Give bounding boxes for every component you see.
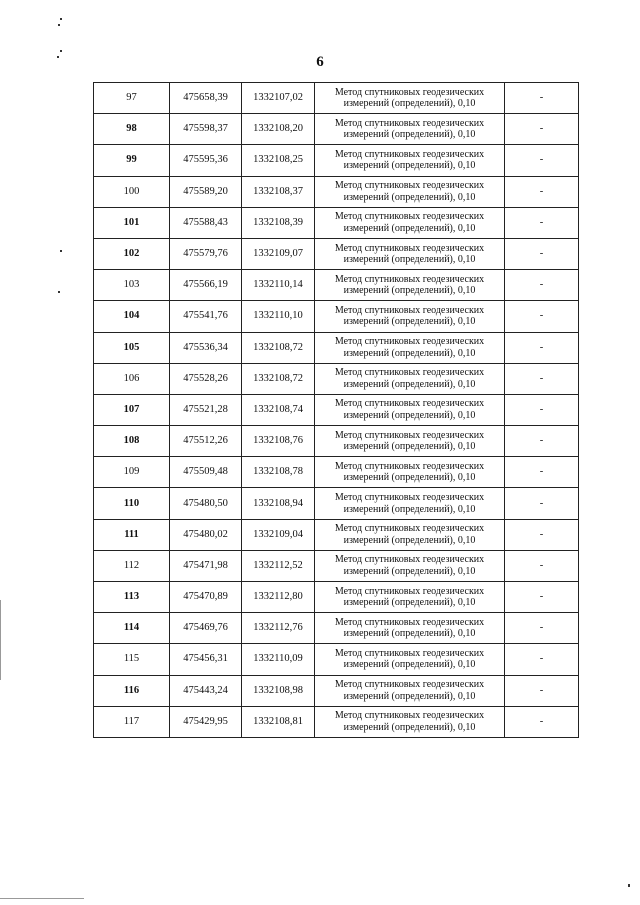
- table-row: [94, 488, 579, 519]
- table-row: [94, 613, 579, 644]
- point-number-cell: 113: [94, 582, 170, 613]
- y-coordinate-cell: 1332110,09: [242, 644, 315, 675]
- empty-description-cell: -: [505, 83, 579, 114]
- empty-description-cell: -: [505, 488, 579, 519]
- empty-description-cell: -: [505, 363, 579, 394]
- y-coordinate-cell: 1332110,10: [242, 301, 315, 332]
- point-number-cell: 109: [94, 457, 170, 488]
- empty-description-cell: -: [505, 457, 579, 488]
- x-coordinate-cell: 475456,31: [170, 644, 242, 675]
- method-cell: [315, 582, 505, 613]
- method-cell: [315, 675, 505, 706]
- point-number-cell: 115: [94, 644, 170, 675]
- method-cell: [315, 457, 505, 488]
- scan-speck: [628, 884, 630, 887]
- y-coordinate-cell: 1332108,78: [242, 457, 315, 488]
- y-coordinate-cell: 1332109,04: [242, 519, 315, 550]
- table-row: [94, 301, 579, 332]
- scan-speck: [60, 250, 62, 252]
- method-line-2: измерений (определений), 0,10: [343, 441, 476, 453]
- method-line-1: Метод спутниковых геодезических: [334, 710, 485, 722]
- point-number-cell: 107: [94, 394, 170, 425]
- empty-description-cell: -: [505, 582, 579, 613]
- table-row: [94, 426, 579, 457]
- method-line-1: Метод спутниковых геодезических: [334, 398, 485, 410]
- method-line-2: измерений (определений), 0,10: [343, 534, 476, 546]
- table-row: [94, 176, 579, 207]
- point-number-cell: 116: [94, 675, 170, 706]
- method-line-1: Метод спутниковых геодезических: [334, 367, 485, 379]
- table-row: [94, 644, 579, 675]
- x-coordinate-cell: 475536,34: [170, 332, 242, 363]
- method-line-2: измерений (определений), 0,10: [343, 98, 476, 110]
- y-coordinate-cell: 1332108,74: [242, 394, 315, 425]
- method-line-1: Метод спутниковых геодезических: [334, 242, 485, 254]
- empty-description-cell: -: [505, 519, 579, 550]
- table-row: [94, 457, 579, 488]
- x-coordinate-cell: 475443,24: [170, 675, 242, 706]
- y-coordinate-cell: 1332108,72: [242, 363, 315, 394]
- method-line-2: измерений (определений), 0,10: [343, 409, 476, 421]
- y-coordinate-cell: 1332108,76: [242, 426, 315, 457]
- method-line-2: измерений (определений), 0,10: [343, 659, 476, 671]
- x-coordinate-cell: 475598,37: [170, 114, 242, 145]
- method-cell: [315, 301, 505, 332]
- method-line-1: Метод спутниковых геодезических: [334, 336, 485, 348]
- method-cell: [315, 114, 505, 145]
- method-line-2: измерений (определений), 0,10: [343, 316, 476, 328]
- y-coordinate-cell: 1332112,52: [242, 550, 315, 581]
- empty-description-cell: -: [505, 176, 579, 207]
- empty-description-cell: -: [505, 644, 579, 675]
- empty-description-cell: -: [505, 207, 579, 238]
- y-coordinate-cell: 1332108,37: [242, 176, 315, 207]
- method-cell: [315, 613, 505, 644]
- point-number-cell: 108: [94, 426, 170, 457]
- table-row: [94, 145, 579, 176]
- x-coordinate-cell: 475429,95: [170, 706, 242, 737]
- method-line-1: Метод спутниковых геодезических: [334, 460, 485, 472]
- point-number-cell: 111: [94, 519, 170, 550]
- method-cell: [315, 270, 505, 301]
- method-cell: [315, 238, 505, 269]
- y-coordinate-cell: 1332108,25: [242, 145, 315, 176]
- method-cell: [315, 706, 505, 737]
- x-coordinate-cell: 475512,26: [170, 426, 242, 457]
- x-coordinate-cell: 475566,19: [170, 270, 242, 301]
- scan-edge-line: [0, 898, 84, 899]
- table-row: [94, 363, 579, 394]
- table-row: [94, 114, 579, 145]
- empty-description-cell: -: [505, 332, 579, 363]
- x-coordinate-cell: 475579,76: [170, 238, 242, 269]
- method-line-2: измерений (определений), 0,10: [343, 472, 476, 484]
- method-line-1: Метод спутниковых геодезических: [334, 211, 485, 223]
- method-line-1: Метод спутниковых геодезических: [334, 585, 485, 597]
- method-line-1: Метод спутниковых геодезических: [334, 148, 485, 160]
- method-line-2: измерений (определений), 0,10: [343, 378, 476, 390]
- empty-description-cell: -: [505, 550, 579, 581]
- point-number-cell: 102: [94, 238, 170, 269]
- method-line-1: Метод спутниковых геодезических: [334, 554, 485, 566]
- empty-description-cell: -: [505, 301, 579, 332]
- y-coordinate-cell: 1332112,80: [242, 582, 315, 613]
- method-line-1: Метод спутниковых геодезических: [334, 429, 485, 441]
- point-number-cell: 100: [94, 176, 170, 207]
- y-coordinate-cell: 1332112,76: [242, 613, 315, 644]
- point-number-cell: 105: [94, 332, 170, 363]
- table-row: [94, 550, 579, 581]
- point-number-cell: 117: [94, 706, 170, 737]
- method-line-1: Метод спутниковых геодезических: [334, 180, 485, 192]
- method-cell: [315, 83, 505, 114]
- table-row: [94, 582, 579, 613]
- method-line-2: измерений (определений), 0,10: [343, 721, 476, 733]
- method-line-1: Метод спутниковых геодезических: [334, 117, 485, 129]
- method-line-1: Метод спутниковых геодезических: [334, 523, 485, 535]
- method-line-2: измерений (определений), 0,10: [343, 191, 476, 203]
- method-line-2: измерений (определений), 0,10: [343, 565, 476, 577]
- empty-description-cell: -: [505, 270, 579, 301]
- point-number-cell: 103: [94, 270, 170, 301]
- method-cell: [315, 488, 505, 519]
- table-row: [94, 332, 579, 363]
- method-line-2: измерений (определений), 0,10: [343, 160, 476, 172]
- x-coordinate-cell: 475658,39: [170, 83, 242, 114]
- method-line-1: Метод спутниковых геодезических: [334, 616, 485, 628]
- y-coordinate-cell: 1332108,72: [242, 332, 315, 363]
- point-number-cell: 99: [94, 145, 170, 176]
- method-line-2: измерений (определений), 0,10: [343, 597, 476, 609]
- method-line-1: Метод спутниковых геодезических: [334, 273, 485, 285]
- x-coordinate-cell: 475589,20: [170, 176, 242, 207]
- method-cell: [315, 550, 505, 581]
- table-row: [94, 83, 579, 114]
- x-coordinate-cell: 475480,02: [170, 519, 242, 550]
- method-line-2: измерений (определений), 0,10: [343, 628, 476, 640]
- x-coordinate-cell: 475471,98: [170, 550, 242, 581]
- empty-description-cell: -: [505, 114, 579, 145]
- coordinates-table-body: [94, 83, 579, 738]
- x-coordinate-cell: 475470,89: [170, 582, 242, 613]
- table-row: [94, 675, 579, 706]
- page-number: 6: [316, 54, 324, 70]
- method-line-1: Метод спутниковых геодезических: [334, 492, 485, 504]
- method-line-1: Метод спутниковых геодезических: [334, 304, 485, 316]
- empty-description-cell: -: [505, 426, 579, 457]
- method-line-2: измерений (определений), 0,10: [343, 129, 476, 141]
- point-number-cell: 110: [94, 488, 170, 519]
- y-coordinate-cell: 1332109,07: [242, 238, 315, 269]
- y-coordinate-cell: 1332108,81: [242, 706, 315, 737]
- empty-description-cell: -: [505, 613, 579, 644]
- method-cell: [315, 519, 505, 550]
- empty-description-cell: -: [505, 706, 579, 737]
- point-number-cell: 97: [94, 83, 170, 114]
- method-line-1: Метод спутниковых геодезических: [334, 647, 485, 659]
- x-coordinate-cell: 475509,48: [170, 457, 242, 488]
- scan-speck: [60, 18, 62, 20]
- method-cell: [315, 176, 505, 207]
- method-cell: [315, 644, 505, 675]
- coordinates-table: [93, 82, 579, 738]
- method-line-2: измерений (определений), 0,10: [343, 285, 476, 297]
- y-coordinate-cell: 1332108,98: [242, 675, 315, 706]
- point-number-cell: 106: [94, 363, 170, 394]
- method-line-2: измерений (определений), 0,10: [343, 254, 476, 266]
- empty-description-cell: -: [505, 394, 579, 425]
- y-coordinate-cell: 1332107,02: [242, 83, 315, 114]
- x-coordinate-cell: 475528,26: [170, 363, 242, 394]
- scan-speck: [58, 24, 60, 26]
- point-number-cell: 101: [94, 207, 170, 238]
- empty-description-cell: -: [505, 675, 579, 706]
- point-number-cell: 114: [94, 613, 170, 644]
- method-line-2: измерений (определений), 0,10: [343, 347, 476, 359]
- x-coordinate-cell: 475469,76: [170, 613, 242, 644]
- scan-edge-line: [0, 600, 1, 680]
- table-row: [94, 706, 579, 737]
- method-cell: [315, 332, 505, 363]
- y-coordinate-cell: 1332110,14: [242, 270, 315, 301]
- x-coordinate-cell: 475595,36: [170, 145, 242, 176]
- table-row: [94, 238, 579, 269]
- x-coordinate-cell: 475480,50: [170, 488, 242, 519]
- scan-speck: [58, 291, 60, 293]
- y-coordinate-cell: 1332108,20: [242, 114, 315, 145]
- x-coordinate-cell: 475521,28: [170, 394, 242, 425]
- x-coordinate-cell: 475588,43: [170, 207, 242, 238]
- method-line-1: Метод спутниковых геодезических: [334, 679, 485, 691]
- method-cell: [315, 145, 505, 176]
- table-row: [94, 270, 579, 301]
- method-cell: [315, 394, 505, 425]
- method-line-2: измерений (определений), 0,10: [343, 222, 476, 234]
- y-coordinate-cell: 1332108,94: [242, 488, 315, 519]
- scan-speck: [60, 50, 62, 52]
- y-coordinate-cell: 1332108,39: [242, 207, 315, 238]
- table-row: [94, 394, 579, 425]
- method-cell: [315, 426, 505, 457]
- table-row: [94, 207, 579, 238]
- method-cell: [315, 207, 505, 238]
- table-row: [94, 519, 579, 550]
- point-number-cell: 98: [94, 114, 170, 145]
- x-coordinate-cell: 475541,76: [170, 301, 242, 332]
- point-number-cell: 112: [94, 550, 170, 581]
- method-line-2: измерений (определений), 0,10: [343, 503, 476, 515]
- empty-description-cell: -: [505, 238, 579, 269]
- method-line-2: измерений (определений), 0,10: [343, 690, 476, 702]
- empty-description-cell: -: [505, 145, 579, 176]
- method-line-1: Метод спутниковых геодезических: [334, 86, 485, 98]
- method-cell: [315, 363, 505, 394]
- point-number-cell: 104: [94, 301, 170, 332]
